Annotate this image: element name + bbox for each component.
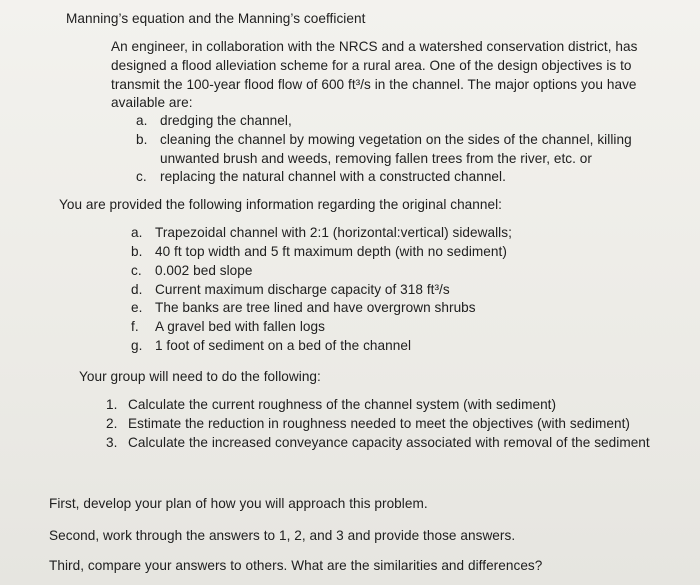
task-marker: 1. xyxy=(106,397,118,412)
provided-text: Trapezoidal channel with 2:1 (horizontal:vertical) sidewalls; xyxy=(155,225,512,240)
task-item xyxy=(106,414,630,433)
provided-marker: c. xyxy=(131,263,142,278)
provided-marker: d. xyxy=(131,282,143,297)
option-item xyxy=(136,130,632,149)
provided-marker: e. xyxy=(131,300,143,315)
intro-line: designed a flood alleviation scheme for a rural area. One of the design objectives is to xyxy=(111,58,632,73)
group-heading: Your group will need to do the following: xyxy=(79,369,321,384)
provided-item xyxy=(131,261,253,280)
provided-marker: f. xyxy=(131,319,139,334)
provided-text: A gravel bed with fallen logs xyxy=(155,319,325,334)
task-text: Calculate the increased conveyance capacity associated with removal of the sediment xyxy=(128,435,650,450)
intro-line: transmit the 100-year flood flow of 600 ft³/s in the channel. The major options you have xyxy=(111,77,637,92)
intro-line: available are: xyxy=(111,95,193,110)
provided-heading: You are provided the following information regarding the original channel: xyxy=(59,197,503,212)
task-marker: 3. xyxy=(106,435,118,450)
task-text: Calculate the current roughness of the channel system (with sediment) xyxy=(128,397,557,412)
closing-line: First, develop your plan of how you will approach this problem. xyxy=(49,496,428,511)
closing-line: Third, compare your answers to others. What are the similarities and differences? xyxy=(49,558,543,573)
option-marker: a. xyxy=(136,113,148,128)
provided-item xyxy=(131,280,450,299)
provided-text: 40 ft top width and 5 ft maximum depth (with no sediment) xyxy=(155,244,507,259)
provided-text: The banks are tree lined and have overgrown shrubs xyxy=(155,300,476,315)
option-text: dredging the channel, xyxy=(160,113,292,128)
task-marker: 2. xyxy=(106,416,118,431)
task-item xyxy=(106,395,556,414)
closing-line: Second, work through the answers to 1, 2, and 3 and provide those answers. xyxy=(49,528,516,543)
task-item xyxy=(106,433,650,452)
provided-item xyxy=(131,242,507,261)
option-text: cleaning the channel by mowing vegetation on the sides of the channel, killing xyxy=(160,132,632,147)
provided-text: Current maximum discharge capacity of 318 ft³/s xyxy=(155,282,450,297)
document-title: Manning’s equation and the Manning’s coefficient xyxy=(66,11,366,26)
provided-marker: a. xyxy=(131,225,143,240)
intro-line: An engineer, in collaboration with the NRCS and a watershed conservation district, has xyxy=(111,39,638,54)
provided-text: 0.002 bed slope xyxy=(155,263,253,278)
option-item xyxy=(136,167,506,186)
provided-marker: b. xyxy=(131,244,143,259)
provided-item xyxy=(131,336,411,355)
provided-text: 1 foot of sediment on a bed of the channel xyxy=(155,338,412,353)
task-text: Estimate the reduction in roughness needed to meet the objectives (with sediment) xyxy=(128,416,631,431)
option-text: replacing the natural channel with a constructed channel. xyxy=(160,169,506,184)
option-item xyxy=(136,111,292,130)
provided-item xyxy=(131,223,512,242)
option-marker: b. xyxy=(136,132,148,147)
option-marker: c. xyxy=(136,169,147,184)
option-text-continued: unwanted brush and weeds, removing fallen trees from the river, etc. or xyxy=(160,151,592,166)
provided-marker: g. xyxy=(131,338,143,353)
provided-item xyxy=(131,317,325,336)
provided-item xyxy=(131,298,476,317)
